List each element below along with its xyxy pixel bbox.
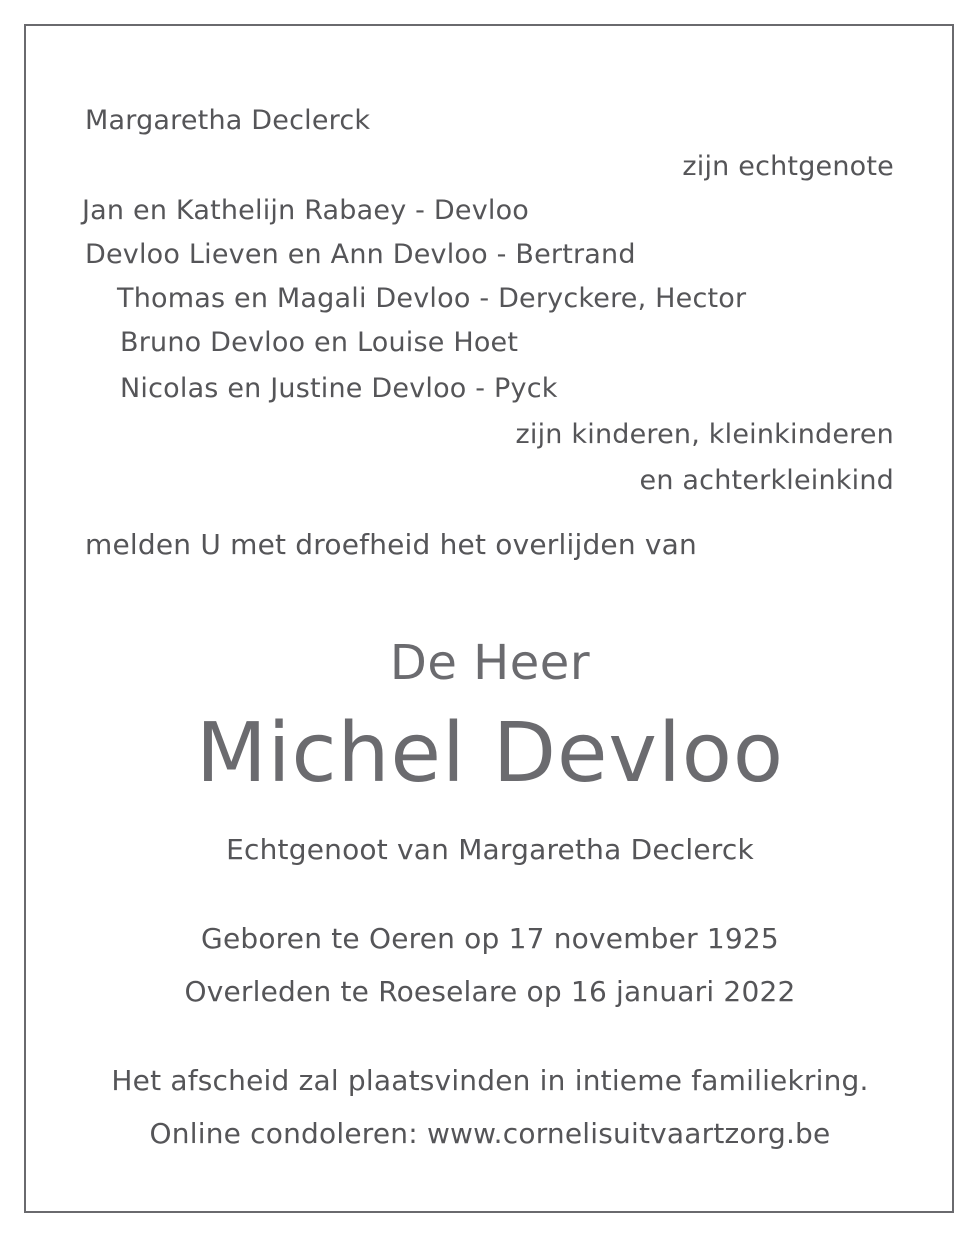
- spouse-role: zijn echtgenote: [682, 151, 894, 182]
- spouse-of: Echtgenoot van Margaretha Declerck: [226, 833, 754, 866]
- family-member-1: Jan en Kathelijn Rabaey - Devloo: [82, 195, 530, 226]
- farewell-info: Het afscheid zal plaatsvinden in intieme familiekring.: [111, 1064, 869, 1097]
- family-member-3: Thomas en Magali Devloo - Deryckere, Hector: [117, 283, 747, 314]
- deceased-name: Michel Devloo: [195, 706, 785, 801]
- death-info: Overleden te Roeselare op 16 januari 2022: [184, 975, 796, 1008]
- family-member-4: Bruno Devloo en Louise Hoet: [120, 327, 519, 358]
- honorific: De Heer: [389, 635, 591, 691]
- family-member-2: Devloo Lieven en Ann Devloo - Bertrand: [85, 239, 636, 270]
- family-role-line1: zijn kinderen, kleinkinderen: [515, 419, 894, 450]
- birth-info: Geboren te Oeren op 17 november 1925: [201, 922, 779, 955]
- spouse-name: Margaretha Declerck: [85, 105, 371, 136]
- family-member-5: Nicolas en Justine Devloo - Pyck: [120, 373, 558, 404]
- condolence-info: Online condoleren: www.cornelisuitvaartzorg.be: [149, 1117, 831, 1150]
- intro-text: melden U met droefheid het overlijden van: [85, 528, 697, 561]
- family-role-line2: en achterkleinkind: [639, 465, 894, 496]
